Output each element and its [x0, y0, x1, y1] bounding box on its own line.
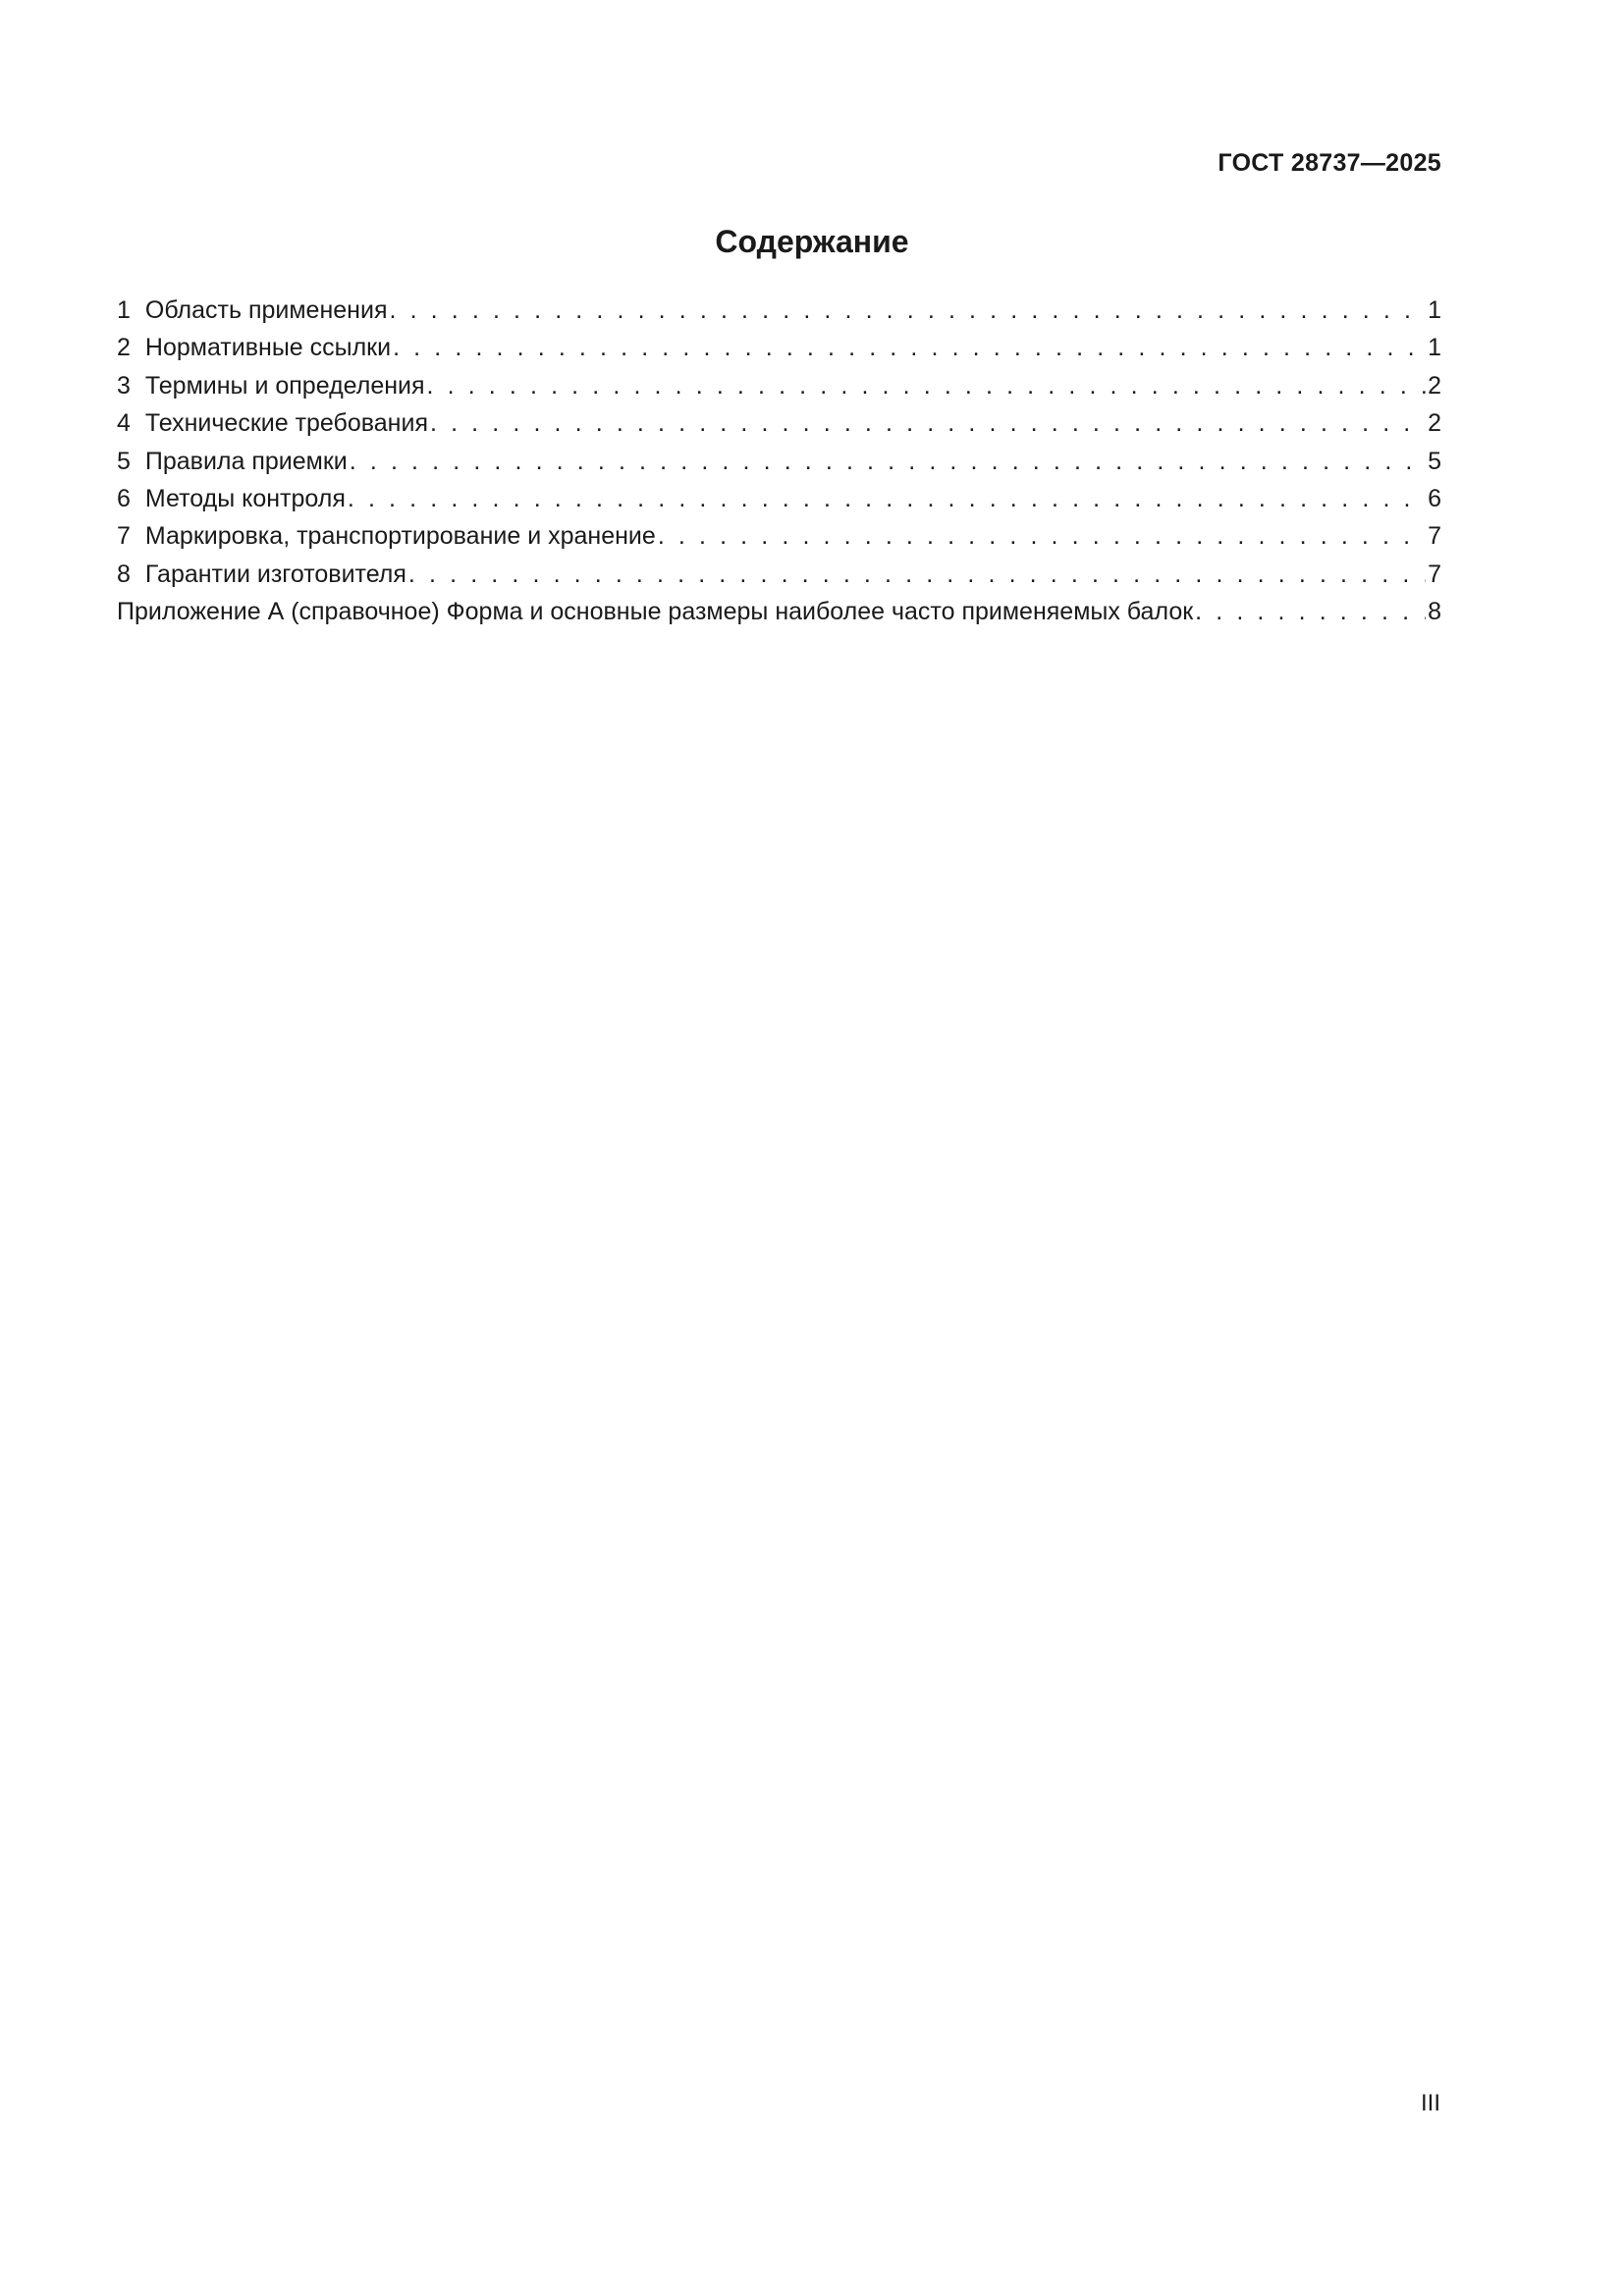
toc-item[interactable]	[117, 443, 1441, 480]
toc-item[interactable]	[117, 367, 1441, 404]
toc-item-number: 6	[117, 484, 131, 512]
toc-item-title: Приложение А (справочное) Форма и основные размеры наиболее часто применяемых балок	[117, 598, 1194, 626]
toc-item-number: 7	[117, 522, 131, 551]
toc-item-page: 5	[1428, 447, 1441, 475]
toc-item-title: Правила приемки	[144, 447, 348, 475]
toc-item-appendix[interactable]	[117, 593, 1441, 630]
toc-item[interactable]	[117, 517, 1441, 555]
toc-item[interactable]	[117, 480, 1441, 517]
toc-leader-dots	[658, 517, 1426, 555]
toc-item-number: 1	[117, 296, 131, 324]
toc-leader-dots	[350, 443, 1426, 480]
toc-item-title: Область применения	[144, 296, 388, 324]
toc-item-number: 3	[117, 371, 131, 400]
page-number: III	[1420, 2090, 1440, 2116]
toc-item-page: 7	[1428, 522, 1441, 551]
toc-leader-dots	[408, 556, 1426, 593]
toc-item-title: Гарантии изготовителя	[144, 560, 406, 588]
table-of-contents	[117, 292, 1441, 631]
toc-item-page: 2	[1428, 409, 1441, 438]
toc-item-number: 2	[117, 334, 131, 362]
toc-item-title: Технические требования	[144, 409, 428, 438]
toc-item-title: Методы контроля	[144, 484, 346, 512]
toc-leader-dots	[348, 480, 1426, 517]
toc-item[interactable]	[117, 292, 1441, 329]
toc-leader-dots	[427, 367, 1427, 404]
toc-item[interactable]	[117, 404, 1441, 442]
toc-item-page: 8	[1428, 598, 1441, 626]
toc-item-title: Нормативные ссылки	[144, 334, 392, 362]
toc-item-title: Термины и определения	[144, 371, 425, 400]
toc-item-number: 8	[117, 560, 131, 588]
toc-leader-dots	[389, 292, 1426, 329]
toc-leader-dots	[393, 329, 1426, 366]
toc-leader-dots	[430, 404, 1426, 442]
document-code: ГОСТ 28737—2025	[1218, 149, 1441, 177]
toc-title: Содержание	[715, 224, 909, 259]
toc-leader-dots	[1195, 593, 1426, 630]
toc-item-page: 6	[1428, 484, 1441, 512]
toc-item-page: 7	[1428, 560, 1441, 588]
toc-item-page: 1	[1428, 334, 1441, 362]
toc-item-page: 1	[1428, 296, 1441, 324]
toc-item[interactable]	[117, 556, 1441, 593]
toc-item-number: 5	[117, 447, 131, 475]
toc-item-number: 4	[117, 409, 131, 438]
toc-item-title: Маркировка, транспортирование и хранение	[144, 522, 656, 551]
toc-item-page: 2	[1428, 371, 1441, 400]
toc-item[interactable]	[117, 329, 1441, 366]
